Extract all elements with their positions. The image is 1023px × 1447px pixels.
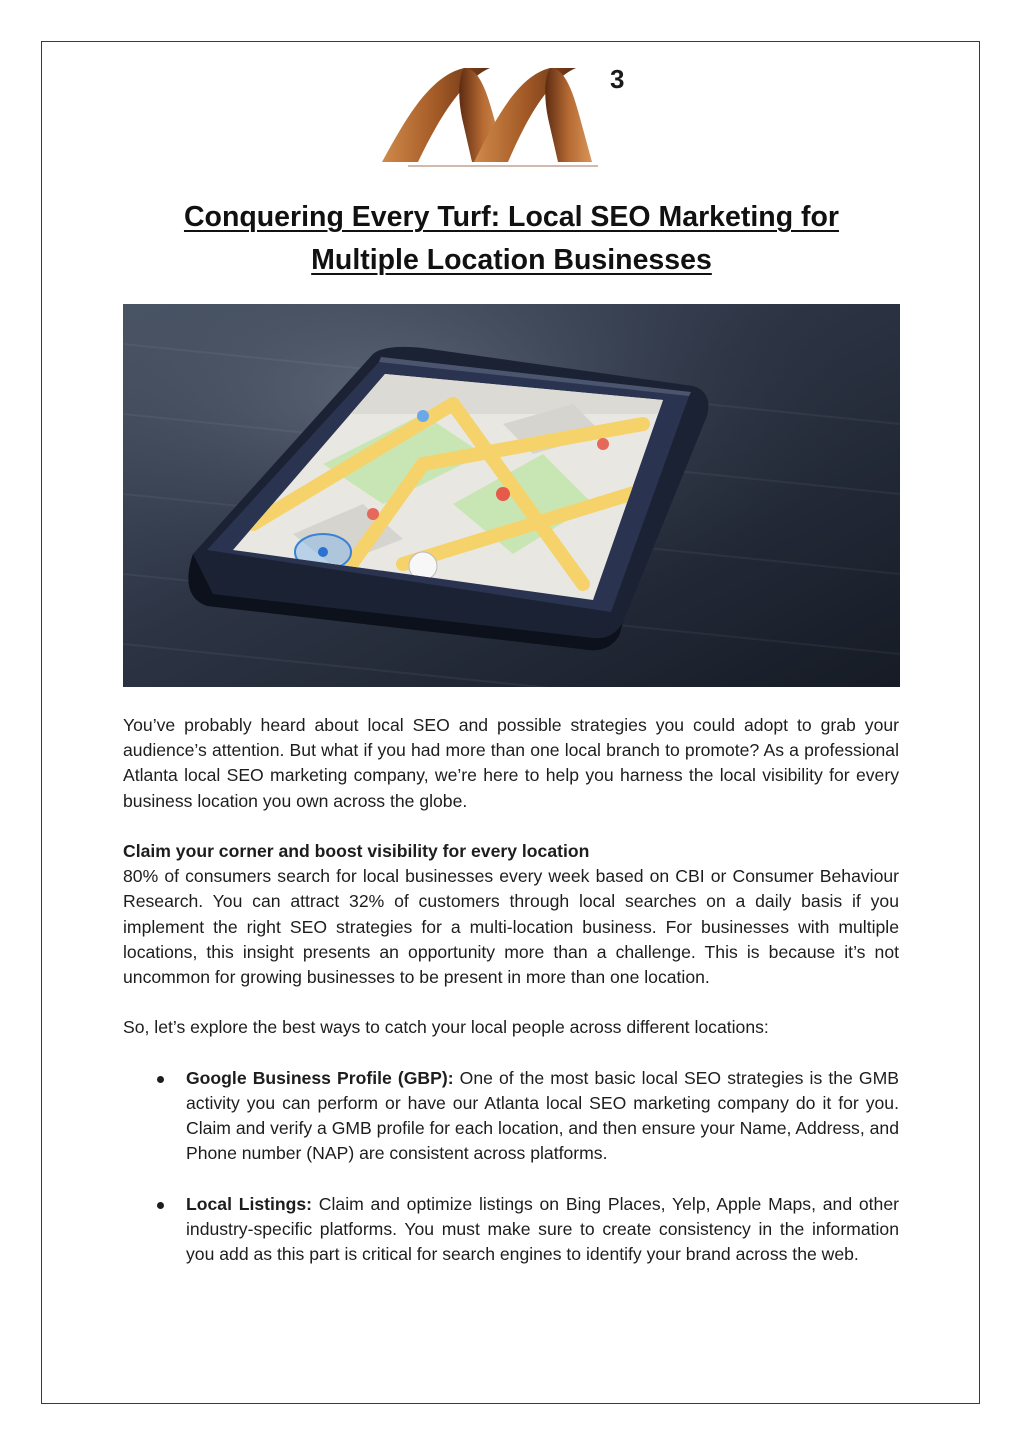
title-line-1: Conquering Every Turf: Local SEO Marketing for xyxy=(183,201,840,233)
bullet-icon xyxy=(157,1202,164,1209)
page-title xyxy=(123,196,900,282)
bullet-list xyxy=(123,1066,899,1268)
logo-superscript: 3 xyxy=(610,64,625,94)
section-heading: Claim your corner and boost visibility for every location xyxy=(123,841,590,861)
bullet-icon xyxy=(157,1076,164,1083)
hero-image xyxy=(123,304,900,687)
title-line-2: Multiple Location Businesses xyxy=(311,244,712,276)
bullet-text: One of the most basic local SEO strategies is the GMB activity you can perform or have our Atlanta local SEO marketing company do it for you. Claim and verify a GMB profile for each location, and then ensure your Name, Address, and Phone number (NAP) are consistent across platforms. xyxy=(186,1067,899,1164)
section-paragraph: 80% of consumers search for local businesses every week based on CBI or Consumer Behaviour Research. You can attract 32% of customers through local searches on a daily basis if you implement the right SEO strategies for a multi-location business. For businesses with multiple locations, this insight presents an opportunity more than a challenge. This is because it’s not uncommon for growing businesses to be present in more than one location. xyxy=(123,866,899,988)
bullet-label: Google Business Profile (GBP): xyxy=(186,1067,454,1088)
article-body xyxy=(123,713,899,1267)
intro-paragraph: You’ve probably heard about local SEO and possible strategies you could adopt to grab your audience’s attention. But what if you had more than one local branch to promote? As a professional Atlanta local SEO marketing company, we’re here to help you harness the local visibility for every business location you own across the globe. xyxy=(123,715,899,811)
list-item xyxy=(123,1192,899,1268)
m3-logo xyxy=(378,58,634,172)
lead-in-paragraph: So, let’s explore the best ways to catch your local people across different locations: xyxy=(123,1017,769,1038)
bullet-label: Local Listings: xyxy=(186,1193,313,1214)
bullet-text: Claim and optimize listings on Bing Places, Yelp, Apple Maps, and other industry-specific platforms. You must make sure to create consistency in the information you add as this part is critical for search engines to identify your brand across the web. xyxy=(186,1193,899,1265)
phone-map-illustration xyxy=(123,304,900,687)
list-item xyxy=(123,1066,899,1167)
